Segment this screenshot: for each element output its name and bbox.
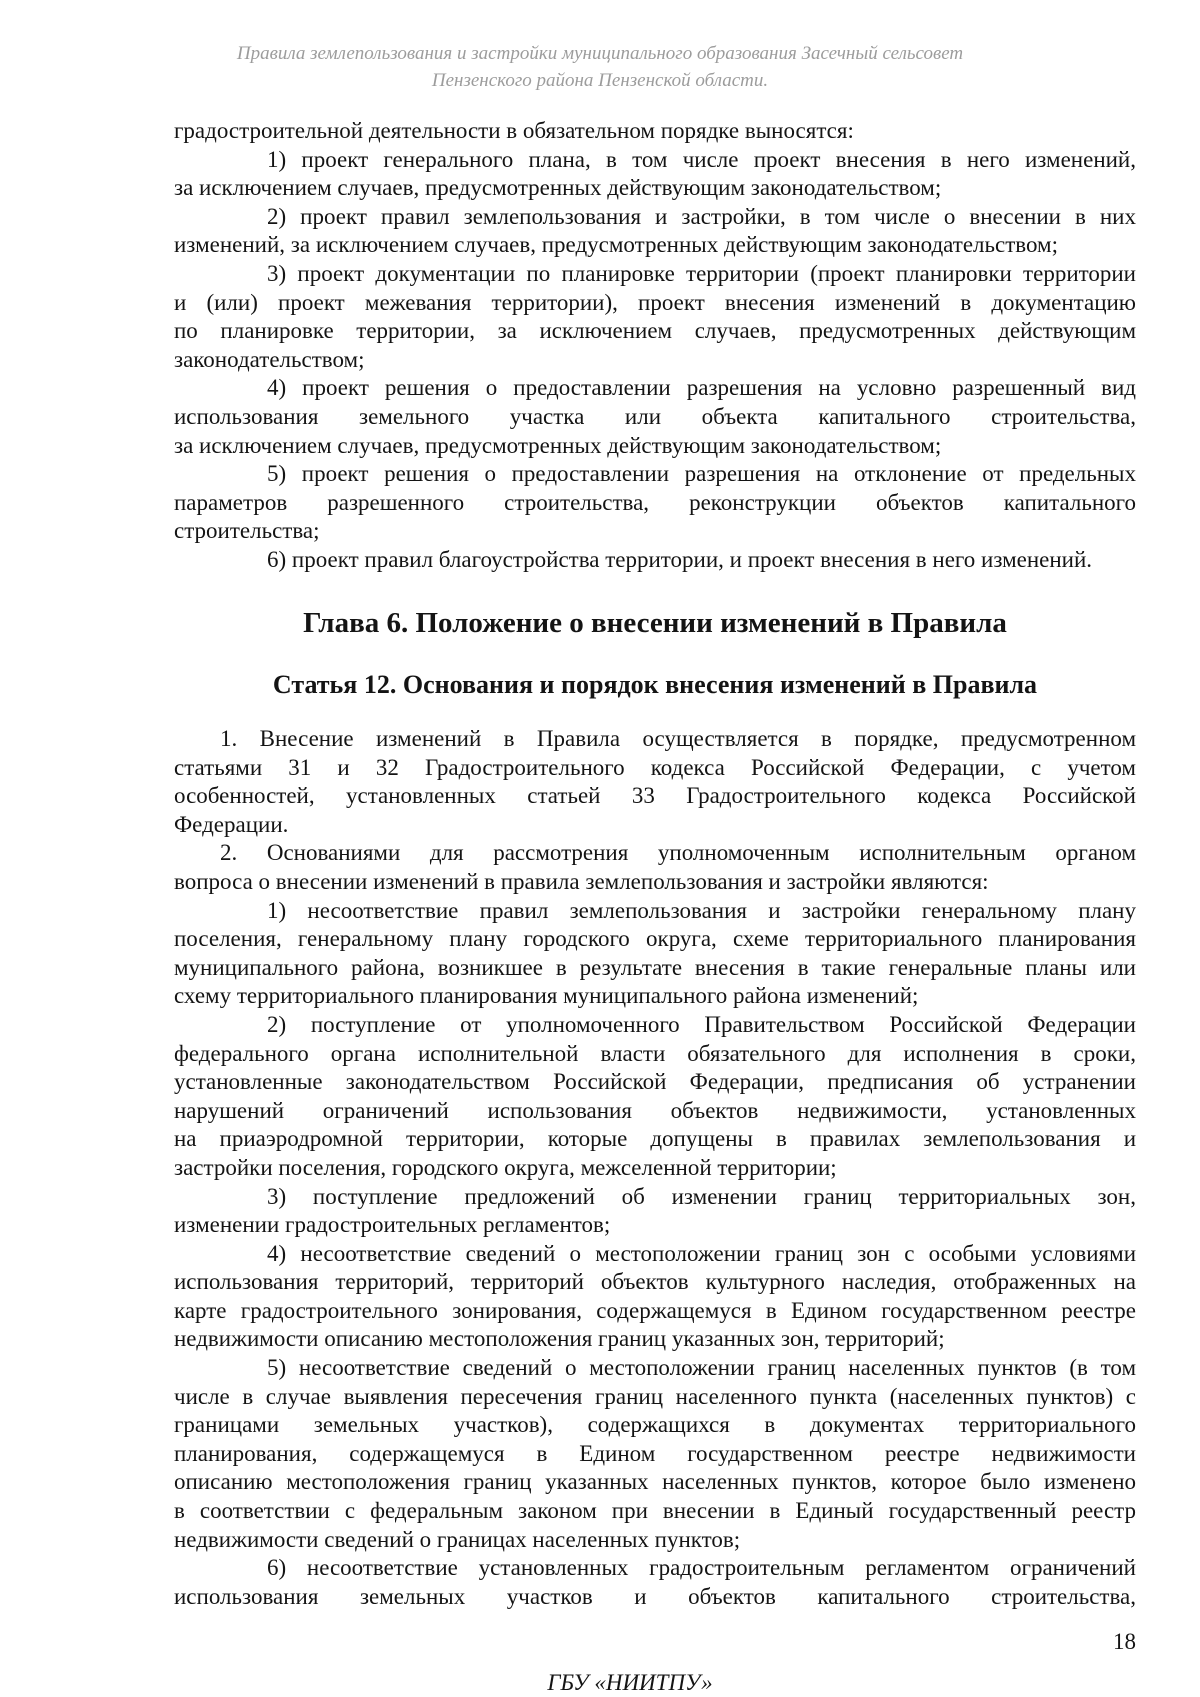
- text-line: поселения, генеральному плану городского округа, схеме территориального планирования: [174, 926, 1136, 952]
- text-line: использования земельного участка или объекта капитального строительства,: [174, 403, 1136, 429]
- list-item: [174, 260, 1136, 374]
- list-item: [174, 1240, 1136, 1354]
- text-line: 2) поступление от уполномоченного Правительством Российской Федерации: [267, 1011, 1136, 1037]
- text-line: схему территориального планирования муниципального района изменений;: [174, 983, 919, 1009]
- chapter-title: Глава 6. Положение о внесении изменений в Правила: [303, 607, 1007, 639]
- text-line: 6) проект правил благоустройства территории, и проект внесения в него изменений.: [267, 546, 1093, 572]
- text-line: 4) несоответствие сведений о местоположении границ зон с особыми условиями: [267, 1240, 1136, 1266]
- text-line: градостроительной деятельности в обязательном порядке выносятся:: [174, 118, 854, 143]
- text-line: за исключением случаев, предусмотренных действующим законодательством;: [174, 432, 942, 458]
- text-line: 1) несоответствие правил землепользования и застройки генеральному плану: [267, 897, 1136, 923]
- text-line: 5) проект решения о предоставлении разрешения на отклонение от предельных: [267, 461, 1136, 487]
- footer-org-name: ГБУ «НИИТПУ»: [547, 1670, 713, 1695]
- text-line: статьями 31 и 32 Градостроительного кодекса Российской Федерации, с учетом: [174, 754, 1136, 780]
- text-line: на приаэродромной территории, которые допущены в правилах землепользования и: [174, 1126, 1136, 1152]
- list-item: [174, 1011, 1136, 1183]
- text-line: 1. Внесение изменений в Правила осуществляется в порядке, предусмотренном: [220, 726, 1136, 751]
- text-line: федерального органа исполнительной власти обязательного для исполнения в сроки,: [174, 1040, 1136, 1066]
- text-line: границами земельных участков), содержащихся в документах территориального: [174, 1412, 1136, 1438]
- list-item: [174, 897, 1136, 1011]
- text-block: [174, 117, 1136, 575]
- paragraph: [174, 839, 1136, 896]
- article-title: Статья 12. Основания и порядок внесения изменений в Правила: [272, 670, 1038, 699]
- text-line: использования территорий, территорий объектов культурного наследия, отображенных на: [174, 1269, 1136, 1295]
- text-line: 5) несоответствие сведений о местоположении границ населенных пунктов (в том: [267, 1355, 1136, 1381]
- paragraph: [174, 725, 1136, 839]
- text-line: нарушений ограничений использования объектов недвижимости, установленных: [174, 1097, 1136, 1123]
- paragraph: [174, 117, 1136, 146]
- text-line: 2. Основаниями для рассмотрения уполномоченным исполнительным органом: [220, 840, 1136, 866]
- text-line: 2) проект правил землепользования и застройки, в том числе о внесении в них: [267, 203, 1136, 229]
- list-item: [174, 1183, 1136, 1240]
- running-header-line: Правила землепользования и застройки муниципального образования Засечный сельсовет: [236, 43, 964, 64]
- text-line: застройки поселения, городского округа, межселенной территории;: [174, 1154, 837, 1180]
- text-line: в соответствии с федеральным законом при внесении в Единый государственный реестр: [174, 1498, 1136, 1524]
- text-line: 3) поступление предложений об изменении границ территориальных зон,: [267, 1183, 1136, 1209]
- text-line: параметров разрешенного строительства, реконструкции объектов капитального: [174, 489, 1136, 515]
- list-item: [174, 374, 1136, 460]
- list-item: [174, 460, 1136, 546]
- text-line: установленные законодательством Российской Федерации, предписания об устранении: [174, 1069, 1136, 1095]
- text-line: планирования, содержащемуся в Едином государственном реестре недвижимости: [174, 1440, 1136, 1466]
- text-line: 3) проект документации по планировке территории (проект планировки территории: [267, 260, 1136, 286]
- text-line: использования земельных участков и объектов капитального строительства,: [174, 1583, 1136, 1609]
- text-line: изменений, за исключением случаев, предусмотренных действующим законодательством;: [174, 232, 1058, 258]
- list-item: [174, 1354, 1136, 1554]
- text-line: особенностей, установленных статьей 33 Градостроительного кодекса Российской: [174, 783, 1136, 809]
- text-line: по планировке территории, за исключением случаев, предусмотренных действующим: [174, 318, 1136, 344]
- text-line: 1) проект генерального плана, в том числе проект внесения в него изменений,: [267, 146, 1136, 172]
- running-header: [0, 40, 1200, 94]
- text-line: Федерации.: [174, 811, 289, 837]
- text-line: изменении градостроительных регламентов;: [174, 1212, 611, 1238]
- list-item: [174, 146, 1136, 203]
- page-number: 18: [1113, 1629, 1136, 1654]
- text-line: муниципального района, возникшее в результате внесения в такие генеральные планы или: [174, 954, 1136, 980]
- text-line: 4) проект решения о предоставлении разрешения на условно разрешенный вид: [267, 375, 1136, 401]
- text-line: законодательством;: [174, 346, 365, 372]
- list-item: [174, 546, 1136, 575]
- text-line: недвижимости описанию местоположения границ указанных зон, территорий;: [174, 1326, 945, 1352]
- text-line: недвижимости сведений о границах населенных пунктов;: [174, 1526, 741, 1552]
- text-line: за исключением случаев, предусмотренных действующим законодательством;: [174, 175, 942, 201]
- text-line: описанию местоположения границ указанных населенных пунктов, которое было изменено: [174, 1469, 1136, 1495]
- text-line: карте градостроительного зонирования, содержащемуся в Едином государственном реестре: [174, 1297, 1136, 1323]
- text-line: 6) несоответствие установленных градостроительным регламентом ограничений: [267, 1555, 1136, 1581]
- text-line: числе в случае выявления пересечения границ населенного пункта (населенных пунктов) с: [174, 1383, 1136, 1409]
- text-line: и (или) проект межевания территории), проект внесения изменений в документацию: [174, 289, 1136, 315]
- list-item: [174, 203, 1136, 260]
- list-item: [174, 1554, 1136, 1611]
- running-header-line: Пензенского района Пензенской области.: [431, 70, 769, 91]
- text-line: вопроса о внесении изменений в правила землепользования и застройки являются:: [174, 868, 989, 894]
- text-line: строительства;: [174, 518, 320, 544]
- text-block: [174, 725, 1136, 1611]
